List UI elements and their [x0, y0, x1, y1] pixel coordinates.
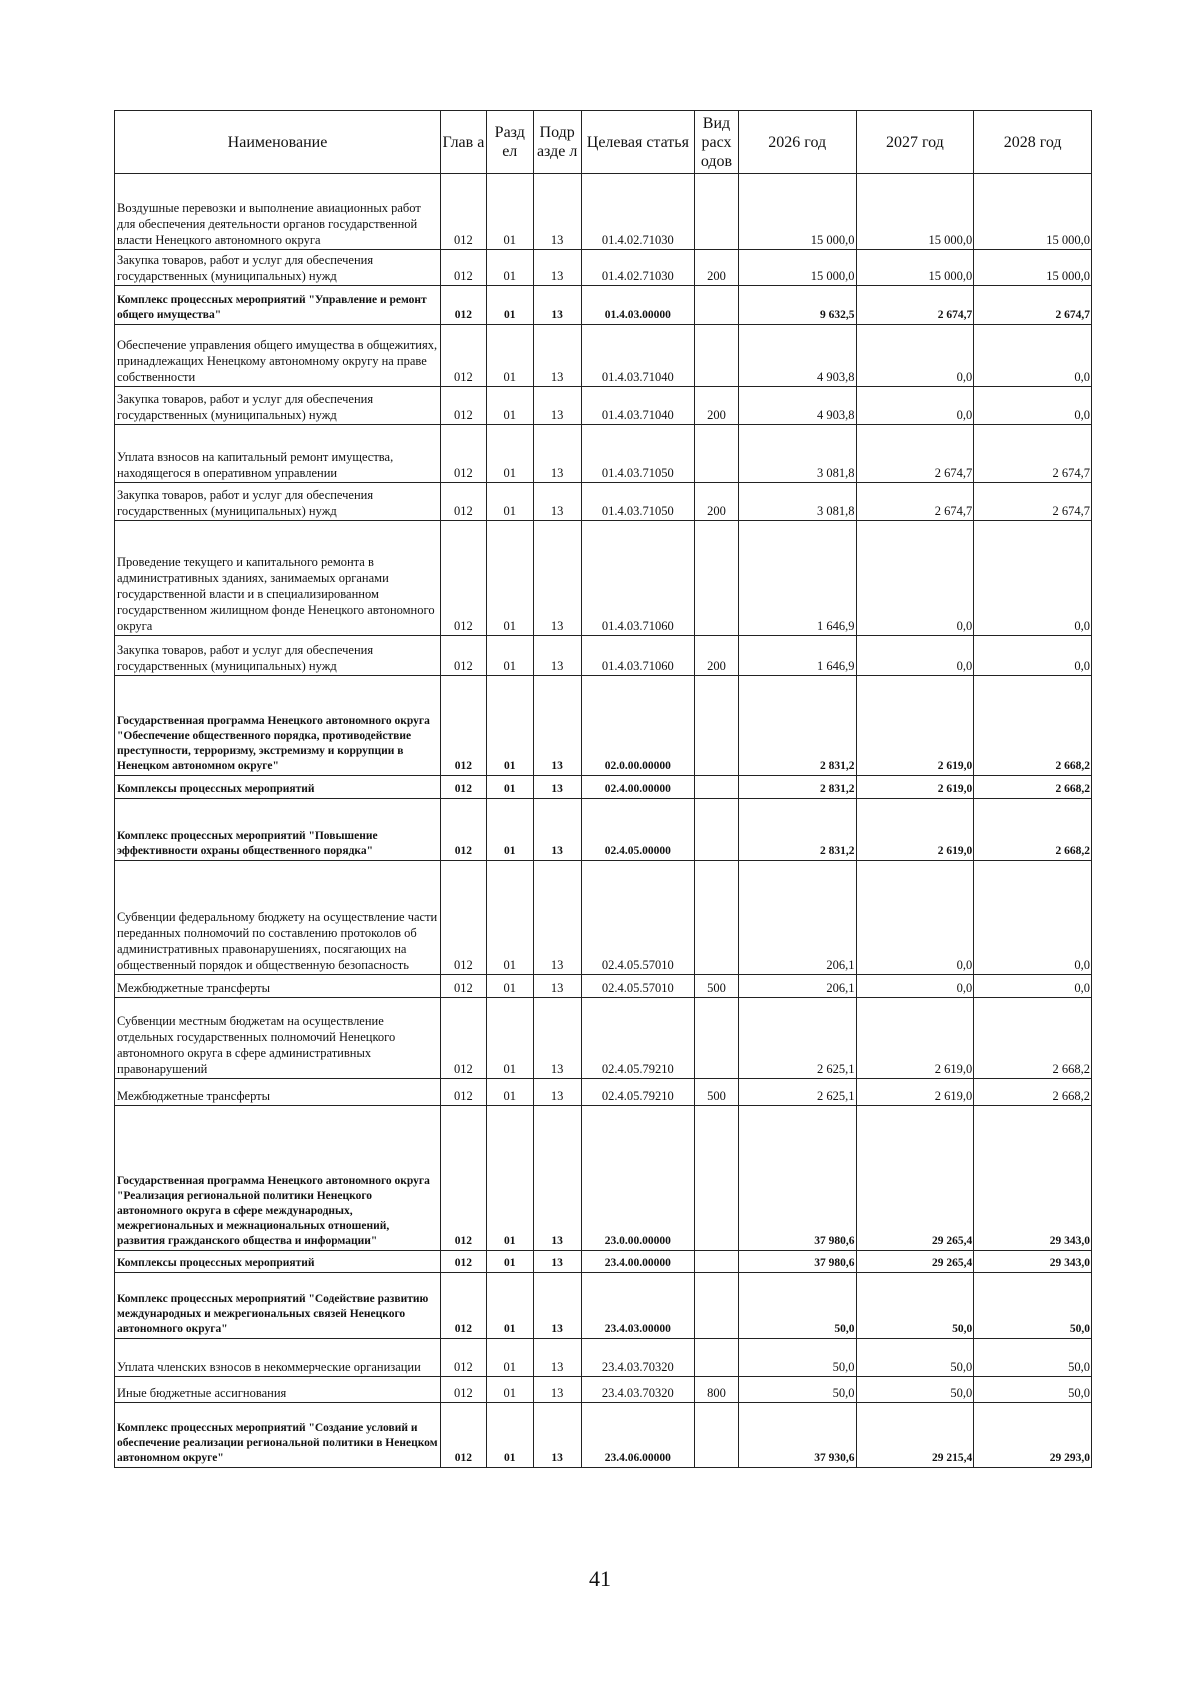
row-razdel: 01 — [486, 676, 533, 776]
row-podrazdel: 13 — [533, 521, 581, 636]
row-2026: 4 903,8 — [738, 387, 856, 425]
row-tselevaya-statya: 01.4.02.71030 — [581, 250, 695, 286]
row-name: Субвенции федеральному бюджету на осуществление части переданных полномочий по составлению протоколов об административных правонарушениях, посягающих на общественный порядок и общественную безопасность — [115, 861, 441, 975]
row-vid-raskhodov — [695, 676, 739, 776]
row-2028: 29 293,0 — [974, 1403, 1092, 1468]
row-glava: 012 — [441, 1273, 487, 1339]
row-podrazdel: 13 — [533, 387, 581, 425]
row-glava: 012 — [441, 483, 487, 521]
row-2026: 2 831,2 — [738, 799, 856, 861]
row-razdel: 01 — [486, 174, 533, 250]
row-2027: 2 674,7 — [856, 483, 974, 521]
row-name: Комплекс процессных мероприятий "Повышение эффективности охраны общественного порядка" — [115, 799, 441, 861]
row-2027: 2 619,0 — [856, 776, 974, 799]
row-podrazdel: 13 — [533, 483, 581, 521]
row-name: Субвенции местным бюджетам на осуществление отдельных государственных полномочий Ненецкого автономного округа в сфере административных правонарушений — [115, 998, 441, 1079]
row-name: Иные бюджетные ассигнования — [115, 1377, 441, 1403]
row-2026: 2 831,2 — [738, 776, 856, 799]
row-vid-raskhodov — [695, 1251, 739, 1273]
row-vid-raskhodov — [695, 425, 739, 483]
row-glava: 012 — [441, 776, 487, 799]
row-tselevaya-statya: 23.4.03.70320 — [581, 1339, 695, 1377]
row-2026: 2 625,1 — [738, 998, 856, 1079]
row-podrazdel: 13 — [533, 250, 581, 286]
header-glava: Глав а — [441, 111, 487, 174]
row-2027: 0,0 — [856, 521, 974, 636]
row-2028: 2 668,2 — [974, 676, 1092, 776]
row-2028: 2 668,2 — [974, 998, 1092, 1079]
row-vid-raskhodov — [695, 799, 739, 861]
row-2028: 0,0 — [974, 636, 1092, 676]
row-2028: 0,0 — [974, 975, 1092, 998]
row-glava: 012 — [441, 325, 487, 387]
table-row — [115, 1403, 1092, 1468]
row-podrazdel: 13 — [533, 676, 581, 776]
row-podrazdel: 13 — [533, 1251, 581, 1273]
row-tselevaya-statya: 02.4.00.00000 — [581, 776, 695, 799]
row-vid-raskhodov: 200 — [695, 387, 739, 425]
row-2027: 50,0 — [856, 1377, 974, 1403]
row-vid-raskhodov — [695, 1273, 739, 1339]
row-2026: 206,1 — [738, 861, 856, 975]
row-vid-raskhodov: 800 — [695, 1377, 739, 1403]
table-row — [115, 174, 1092, 250]
table-row — [115, 998, 1092, 1079]
row-razdel: 01 — [486, 799, 533, 861]
row-2028: 50,0 — [974, 1339, 1092, 1377]
row-2026: 50,0 — [738, 1273, 856, 1339]
table-header-row — [115, 111, 1092, 174]
header-tselevaya-statya: Целевая статья — [581, 111, 695, 174]
row-2027: 2 619,0 — [856, 799, 974, 861]
row-2026: 2 625,1 — [738, 1079, 856, 1106]
row-glava: 012 — [441, 975, 487, 998]
row-2027: 29 265,4 — [856, 1106, 974, 1251]
row-name: Комплекс процессных мероприятий "Управление и ремонт общего имущества" — [115, 286, 441, 325]
row-razdel: 01 — [486, 1377, 533, 1403]
row-name: Комплекс процессных мероприятий "Содействие развитию международных и межрегиональных связей Ненецкого автономного округа" — [115, 1273, 441, 1339]
row-glava: 012 — [441, 676, 487, 776]
row-2028: 2 674,7 — [974, 483, 1092, 521]
table-row — [115, 250, 1092, 286]
row-2028: 0,0 — [974, 861, 1092, 975]
row-tselevaya-statya: 01.4.03.71060 — [581, 636, 695, 676]
row-podrazdel: 13 — [533, 1273, 581, 1339]
row-vid-raskhodov: 200 — [695, 250, 739, 286]
row-podrazdel: 13 — [533, 174, 581, 250]
row-2028: 29 343,0 — [974, 1251, 1092, 1273]
row-razdel: 01 — [486, 286, 533, 325]
row-razdel: 01 — [486, 425, 533, 483]
row-tselevaya-statya: 02.4.05.00000 — [581, 799, 695, 861]
table-row — [115, 1079, 1092, 1106]
row-razdel: 01 — [486, 325, 533, 387]
row-2027: 0,0 — [856, 325, 974, 387]
row-razdel: 01 — [486, 521, 533, 636]
row-2027: 2 619,0 — [856, 1079, 974, 1106]
row-podrazdel: 13 — [533, 425, 581, 483]
row-name: Уплата взносов на капитальный ремонт имущества, находящегося в оперативном управлении — [115, 425, 441, 483]
row-glava: 012 — [441, 998, 487, 1079]
row-name: Межбюджетные трансферты — [115, 1079, 441, 1106]
row-name: Межбюджетные трансферты — [115, 975, 441, 998]
table-row — [115, 286, 1092, 325]
row-tselevaya-statya: 02.0.00.00000 — [581, 676, 695, 776]
row-name: Закупка товаров, работ и услуг для обеспечения государственных (муниципальных) нужд — [115, 250, 441, 286]
row-razdel: 01 — [486, 250, 533, 286]
row-2027: 2 674,7 — [856, 286, 974, 325]
page-number: 41 — [589, 1566, 611, 1591]
table-row — [115, 1273, 1092, 1339]
row-tselevaya-statya: 01.4.03.71040 — [581, 387, 695, 425]
row-vid-raskhodov — [695, 776, 739, 799]
row-tselevaya-statya: 23.4.03.70320 — [581, 1377, 695, 1403]
row-podrazdel: 13 — [533, 1377, 581, 1403]
row-2026: 2 831,2 — [738, 676, 856, 776]
row-2026: 50,0 — [738, 1377, 856, 1403]
row-2026: 1 646,9 — [738, 636, 856, 676]
row-podrazdel: 13 — [533, 975, 581, 998]
row-podrazdel: 13 — [533, 1403, 581, 1468]
row-razdel: 01 — [486, 483, 533, 521]
row-2028: 2 668,2 — [974, 1079, 1092, 1106]
row-tselevaya-statya: 01.4.03.71050 — [581, 425, 695, 483]
row-podrazdel: 13 — [533, 1106, 581, 1251]
row-podrazdel: 13 — [533, 776, 581, 799]
row-2026: 3 081,8 — [738, 483, 856, 521]
row-vid-raskhodov — [695, 1339, 739, 1377]
row-name: Воздушные перевозки и выполнение авиационных работ для обеспечения деятельности органов государственной власти Ненецкого автономного округа — [115, 174, 441, 250]
row-glava: 012 — [441, 1377, 487, 1403]
header-razdel: Разд ел — [486, 111, 533, 174]
row-vid-raskhodov — [695, 174, 739, 250]
row-name: Государственная программа Ненецкого автономного округа "Обеспечение общественного порядка, противодействие преступности, терроризму, экстремизму и коррупции в Ненецком автономном округе" — [115, 676, 441, 776]
row-tselevaya-statya: 02.4.05.79210 — [581, 1079, 695, 1106]
row-2028: 2 668,2 — [974, 776, 1092, 799]
row-glava: 012 — [441, 174, 487, 250]
row-vid-raskhodov: 500 — [695, 1079, 739, 1106]
row-glava: 012 — [441, 1251, 487, 1273]
row-glava: 012 — [441, 1403, 487, 1468]
row-2028: 50,0 — [974, 1377, 1092, 1403]
row-podrazdel: 13 — [533, 636, 581, 676]
row-glava: 012 — [441, 1339, 487, 1377]
header-podrazdel: Подр азде л — [533, 111, 581, 174]
row-vid-raskhodov: 200 — [695, 636, 739, 676]
row-2027: 2 619,0 — [856, 998, 974, 1079]
row-2028: 2 674,7 — [974, 425, 1092, 483]
row-vid-raskhodov: 500 — [695, 975, 739, 998]
row-2026: 1 646,9 — [738, 521, 856, 636]
header-2026: 2026 год — [738, 111, 856, 174]
row-razdel: 01 — [486, 1079, 533, 1106]
row-glava: 012 — [441, 861, 487, 975]
table-row — [115, 521, 1092, 636]
row-podrazdel: 13 — [533, 286, 581, 325]
row-razdel: 01 — [486, 776, 533, 799]
budget-table — [114, 110, 1092, 1468]
row-podrazdel: 13 — [533, 1339, 581, 1377]
row-name: Проведение текущего и капитального ремонта в административных зданиях, занимаемых органами государственной власти и в специализированном государственном жилищном фонде Ненецкого автономного округа — [115, 521, 441, 636]
row-tselevaya-statya: 01.4.03.71050 — [581, 483, 695, 521]
row-vid-raskhodov — [695, 861, 739, 975]
row-razdel: 01 — [486, 636, 533, 676]
row-razdel: 01 — [486, 1273, 533, 1339]
row-2027: 50,0 — [856, 1339, 974, 1377]
row-2027: 29 265,4 — [856, 1251, 974, 1273]
row-2027: 50,0 — [856, 1273, 974, 1339]
row-tselevaya-statya: 01.4.03.71060 — [581, 521, 695, 636]
table-row — [115, 387, 1092, 425]
row-2027: 15 000,0 — [856, 174, 974, 250]
row-glava: 012 — [441, 250, 487, 286]
row-2026: 15 000,0 — [738, 174, 856, 250]
row-tselevaya-statya: 02.4.05.57010 — [581, 975, 695, 998]
row-2028: 50,0 — [974, 1273, 1092, 1339]
row-2027: 15 000,0 — [856, 250, 974, 286]
row-podrazdel: 13 — [533, 861, 581, 975]
row-2028: 2 668,2 — [974, 799, 1092, 861]
row-2027: 0,0 — [856, 636, 974, 676]
row-tselevaya-statya: 23.4.06.00000 — [581, 1403, 695, 1468]
table-row — [115, 861, 1092, 975]
row-2028: 15 000,0 — [974, 250, 1092, 286]
row-2026: 4 903,8 — [738, 325, 856, 387]
table-row — [115, 636, 1092, 676]
table-row — [115, 799, 1092, 861]
row-2028: 15 000,0 — [974, 174, 1092, 250]
row-2026: 9 632,5 — [738, 286, 856, 325]
row-vid-raskhodov — [695, 998, 739, 1079]
row-razdel: 01 — [486, 1403, 533, 1468]
row-name: Уплата членских взносов в некоммерческие организации — [115, 1339, 441, 1377]
row-2026: 3 081,8 — [738, 425, 856, 483]
row-podrazdel: 13 — [533, 799, 581, 861]
row-vid-raskhodov — [695, 1106, 739, 1251]
header-2027: 2027 год — [856, 111, 974, 174]
row-glava: 012 — [441, 1079, 487, 1106]
row-vid-raskhodov — [695, 1403, 739, 1468]
row-2028: 0,0 — [974, 521, 1092, 636]
row-glava: 012 — [441, 1106, 487, 1251]
row-2027: 2 619,0 — [856, 676, 974, 776]
table-row — [115, 1339, 1092, 1377]
header-2028: 2028 год — [974, 111, 1092, 174]
row-name: Комплексы процессных мероприятий — [115, 1251, 441, 1273]
row-tselevaya-statya: 23.4.03.00000 — [581, 1273, 695, 1339]
row-tselevaya-statya: 02.4.05.79210 — [581, 998, 695, 1079]
row-glava: 012 — [441, 387, 487, 425]
row-glava: 012 — [441, 799, 487, 861]
row-podrazdel: 13 — [533, 998, 581, 1079]
row-2026: 37 930,6 — [738, 1403, 856, 1468]
row-podrazdel: 13 — [533, 325, 581, 387]
row-2026: 37 980,6 — [738, 1251, 856, 1273]
header-vid-raskhodov: Вид расх одов — [695, 111, 739, 174]
row-name: Обеспечение управления общего имущества в общежитиях, принадлежащих Ненецкому автономному округу на праве собственности — [115, 325, 441, 387]
row-tselevaya-statya: 01.4.03.00000 — [581, 286, 695, 325]
row-glava: 012 — [441, 286, 487, 325]
row-razdel: 01 — [486, 861, 533, 975]
table-row — [115, 776, 1092, 799]
row-razdel: 01 — [486, 998, 533, 1079]
row-name: Закупка товаров, работ и услуг для обеспечения государственных (муниципальных) нужд — [115, 387, 441, 425]
row-tselevaya-statya: 01.4.03.71040 — [581, 325, 695, 387]
row-2028: 2 674,7 — [974, 286, 1092, 325]
row-razdel: 01 — [486, 387, 533, 425]
row-razdel: 01 — [486, 975, 533, 998]
table-row — [115, 325, 1092, 387]
row-vid-raskhodov — [695, 521, 739, 636]
row-tselevaya-statya: 02.4.05.57010 — [581, 861, 695, 975]
row-2027: 2 674,7 — [856, 425, 974, 483]
row-razdel: 01 — [486, 1106, 533, 1251]
row-tselevaya-statya: 23.0.00.00000 — [581, 1106, 695, 1251]
row-2027: 0,0 — [856, 975, 974, 998]
table-row — [115, 1106, 1092, 1251]
row-podrazdel: 13 — [533, 1079, 581, 1106]
row-2027: 0,0 — [856, 861, 974, 975]
table-row — [115, 1251, 1092, 1273]
row-2028: 0,0 — [974, 387, 1092, 425]
row-2028: 0,0 — [974, 325, 1092, 387]
row-tselevaya-statya: 01.4.02.71030 — [581, 174, 695, 250]
row-vid-raskhodov — [695, 325, 739, 387]
row-name: Государственная программа Ненецкого автономного округа "Реализация региональной политики Ненецкого автономного округа в сфере международных, межрегиональных и межнациональных отношений, развития гражданского общества и информации" — [115, 1106, 441, 1251]
table-row — [115, 676, 1092, 776]
row-tselevaya-statya: 23.4.00.00000 — [581, 1251, 695, 1273]
row-2026: 37 980,6 — [738, 1106, 856, 1251]
row-2026: 15 000,0 — [738, 250, 856, 286]
row-2028: 29 343,0 — [974, 1106, 1092, 1251]
row-name: Закупка товаров, работ и услуг для обеспечения государственных (муниципальных) нужд — [115, 483, 441, 521]
row-2026: 206,1 — [738, 975, 856, 998]
row-2026: 50,0 — [738, 1339, 856, 1377]
row-name: Комплексы процессных мероприятий — [115, 776, 441, 799]
row-glava: 012 — [441, 636, 487, 676]
table-row — [115, 975, 1092, 998]
table-row — [115, 1377, 1092, 1403]
row-2027: 0,0 — [856, 387, 974, 425]
table-row — [115, 425, 1092, 483]
row-name: Закупка товаров, работ и услуг для обеспечения государственных (муниципальных) нужд — [115, 636, 441, 676]
row-name: Комплекс процессных мероприятий "Создание условий и обеспечение реализации региональной политики в Ненецком автономном округе" — [115, 1403, 441, 1468]
row-glava: 012 — [441, 521, 487, 636]
row-razdel: 01 — [486, 1339, 533, 1377]
header-name: Наименование — [115, 111, 441, 174]
row-2027: 29 215,4 — [856, 1403, 974, 1468]
row-razdel: 01 — [486, 1251, 533, 1273]
table-row — [115, 483, 1092, 521]
row-vid-raskhodov: 200 — [695, 483, 739, 521]
row-glava: 012 — [441, 425, 487, 483]
row-vid-raskhodov — [695, 286, 739, 325]
